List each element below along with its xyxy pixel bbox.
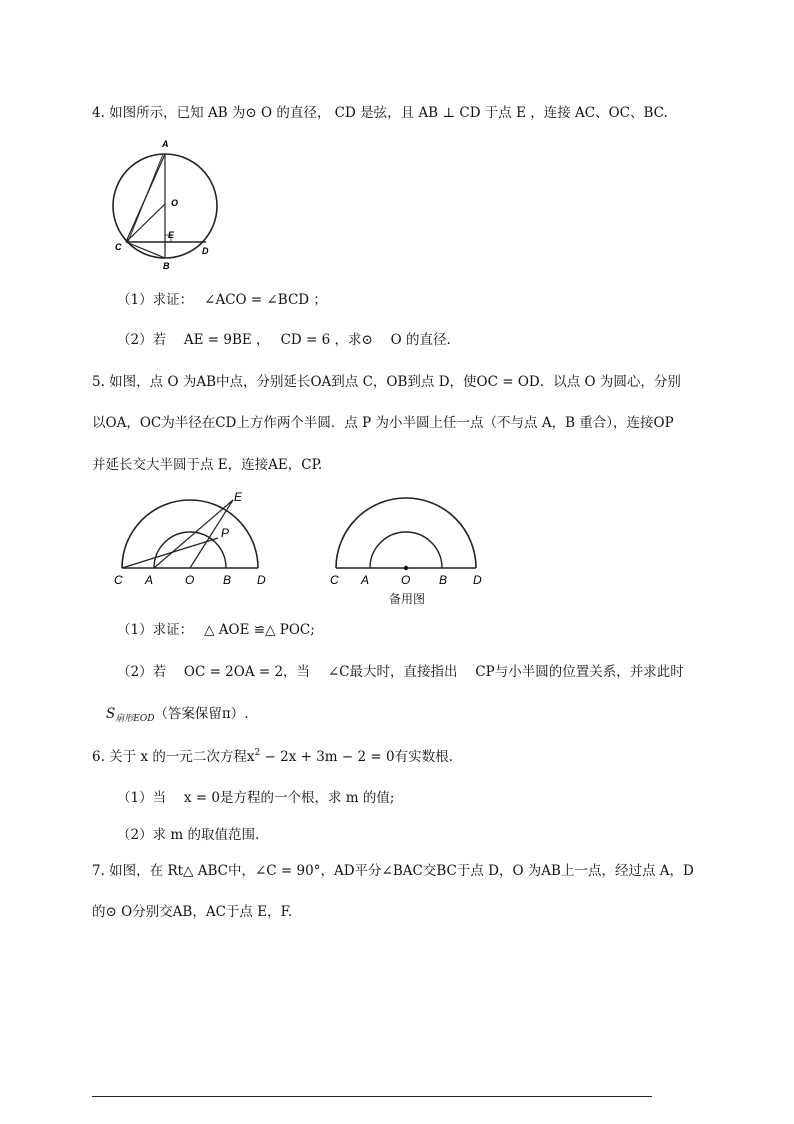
q7-line1: 7. 如图，在 Rt△ ABC中，∠C = 90°，AD平分∠BAC交BC于点 D，O 为AB上一点，经过点 A，D <box>92 863 694 879</box>
q7-line2: 的⊙ O分别交AB，AC于点 E，F. <box>92 904 293 920</box>
q4-statement: 4. 如图所示，已知 AB 为⊙ O 的直径， CD 是弦，且 AB ⊥ CD 于点 E ，连接 AC、OC、BC. <box>92 105 668 121</box>
q5-line3: 并延长交大半圆于点 E，连接AE，CP. <box>92 457 323 473</box>
label-b: B <box>223 573 232 587</box>
label-o: O <box>185 573 195 587</box>
label-o: O <box>171 198 179 208</box>
segment-bc <box>126 242 165 258</box>
footer-divider <box>92 1096 652 1097</box>
small-semicircle <box>370 532 442 568</box>
label-a: A <box>162 139 169 149</box>
q6-statement <box>92 748 453 768</box>
label-d: D <box>202 246 209 256</box>
q5-part2-continued <box>106 705 249 725</box>
label-o: O <box>401 573 411 587</box>
label-c: C <box>114 573 123 587</box>
label-d: D <box>473 573 482 587</box>
q4-part2: （2）若 AE = 9BE ， CD = 6 ，求⊙ O 的直径. <box>117 332 451 348</box>
q5-semicircle-figure <box>108 488 278 588</box>
q5-line2: 以OA，OC为半径在CD上方作两个半圆．点 P 为小半圆上任一点（不与点 A，B 重合），连接OP <box>92 415 674 431</box>
segment-oc <box>126 204 165 242</box>
segment-cp <box>122 538 218 568</box>
label-d: D <box>257 573 266 587</box>
q6-exponent: 2 <box>254 748 261 758</box>
area-tail: （答案保留π）. <box>154 706 249 722</box>
label-c: C <box>115 242 122 252</box>
label-e: E <box>234 490 243 504</box>
q4-circle-figure <box>104 134 234 274</box>
center-dot <box>404 566 408 570</box>
q4-part1: （1）求证： ∠ACO = ∠BCD ； <box>117 292 327 308</box>
large-semicircle <box>122 500 258 568</box>
area-symbol: S <box>106 706 116 722</box>
segment-ac-2 <box>128 154 163 242</box>
backup-figure-caption: 备用图 <box>389 592 426 606</box>
q6-part1: （1）当 x = 0是方程的一个根，求 m 的值; <box>117 790 395 806</box>
q5-line1: 5. 如图，点 O 为AB中点，分别延长OA到点 C，OB到点 D，使OC = OD．以点 O 为圆心，分别 <box>92 374 681 390</box>
label-e: E <box>168 230 175 240</box>
area-subscript: 扇形EOD <box>115 714 155 724</box>
q6-text-b: − 2x + 3m − 2 = 0有实数根. <box>260 749 453 765</box>
label-b: B <box>163 261 170 271</box>
label-a: A <box>145 573 154 587</box>
label-c: C <box>330 573 339 587</box>
q6-part2: （2）求 m 的取值范围. <box>117 827 260 843</box>
label-p: P <box>221 526 230 540</box>
label-a: A <box>361 573 370 587</box>
q5-part2: （2）若 OC = 2OA = 2，当 ∠C最大时，直接指出 CP与小半圆的位置关系，并求此时 <box>117 664 684 680</box>
large-semicircle <box>336 498 476 568</box>
q5-backup-figure <box>324 488 494 588</box>
q6-text-a: 6. 关于 x 的一元二次方程x <box>92 749 255 765</box>
q5-part1: （1）求证： △ AOE ≌△ POC; <box>117 622 315 638</box>
label-b: B <box>439 573 448 587</box>
